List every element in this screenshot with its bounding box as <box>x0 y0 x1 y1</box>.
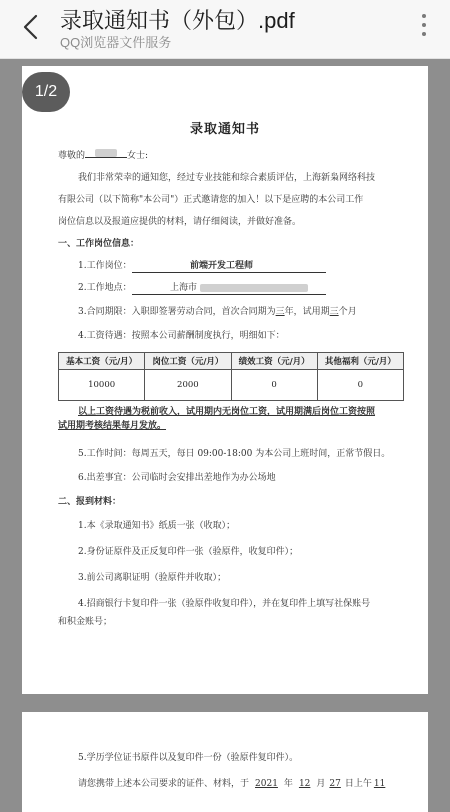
work-location-label: 2.工作地点： <box>78 283 132 293</box>
greeting: 尊敬的 女士: <box>58 148 148 162</box>
salary-note-line-1: 以上工资待遇为税前收入，试用期内无岗位工资，试用期满后岗位工资按照 <box>78 407 376 417</box>
page-indicator: 1/2 <box>22 72 70 112</box>
section-job-info: 一、工作岗位信息： <box>58 239 140 249</box>
position-salary-value: 2000 <box>145 370 231 401</box>
work-location-value: 上海市 <box>170 282 308 294</box>
material-4-line-1: 4.招商银行卡复印件一张（验原件收复印件），并在复印件上填写社保账号 <box>78 599 371 609</box>
work-location-underline <box>132 294 326 295</box>
section-materials: 二、报到材料： <box>58 497 122 507</box>
material-4-line-2: 和积金账号； <box>58 617 113 627</box>
material-3: 3.前公司离职证明（验原件并收取）； <box>78 573 227 583</box>
header-other-benefits: 其他福利（元/月） <box>317 353 403 370</box>
salary-table <box>58 352 404 401</box>
salary-intro: 4.工资待遇：按照本公司薪酬制度执行，明细如下： <box>78 331 285 341</box>
header-performance-salary: 绩效工资（元/月） <box>231 353 317 370</box>
job-position-value: 前端开发工程师 <box>190 261 254 271</box>
letter-title: 录取通知书 <box>189 122 260 137</box>
material-5: 5.学历学位证书原件以及复印件一份（验原件复印件）。 <box>78 753 299 763</box>
service-subtitle: QQ浏览器文件服务 <box>60 35 172 50</box>
material-2: 2.身份证原件及正反复印件一张（验原件，收复印件）； <box>78 547 299 557</box>
job-position-underline <box>132 272 326 273</box>
work-hours: 5.工作时间：每周五天，每日 09:00-18:00 为本公司上班时间，正常节假日。 <box>78 449 391 459</box>
redacted-name <box>95 149 117 157</box>
contract-term: 3.合同期限：入职即签署劳动合同，首次合同期为三年，试用期三个月 <box>78 307 357 317</box>
table-row <box>59 370 404 401</box>
job-position-label: 1.工作岗位： <box>78 261 132 271</box>
performance-salary-value: 0 <box>231 370 317 401</box>
more-options-icon[interactable] <box>412 14 436 40</box>
document-title: 录取通知书（外包）.pdf <box>60 8 295 33</box>
redacted-address <box>200 284 308 292</box>
base-salary-value: 10000 <box>59 370 145 401</box>
app-header <box>0 0 450 59</box>
material-1: 1.本《录取通知书》纸质一张（收取）； <box>78 521 236 531</box>
closing-instruction: 请您携带上述本公司要求的证件、材料，于 2021 年 12 月 27 日上午 11 <box>78 779 386 789</box>
intro-line-1: 我们非常荣幸的通知您，经过专业技能和综合素质评估，上海新枭网络科技 <box>78 173 376 183</box>
intro-line-2: 有限公司（以下简称"本公司"）正式邀请您的加入！以下是应聘的本公司工作 <box>58 195 364 205</box>
other-benefits-value: 0 <box>317 370 403 401</box>
header-position-salary: 岗位工资（元/月） <box>145 353 231 370</box>
header-base-salary: 基本工资（元/月） <box>59 353 145 370</box>
table-header-row <box>59 353 404 370</box>
back-arrow-icon[interactable] <box>14 10 48 44</box>
pdf-page-1 <box>22 66 428 694</box>
pdf-page-2 <box>22 712 428 812</box>
business-travel: 6.出差事宜：公司临时会安排出差地作为办公场地 <box>78 473 276 483</box>
salary-note-line-2: 试用期考核结果每月发放。 <box>58 421 167 431</box>
intro-line-3: 岗位信息以及报道应提供的材料，请仔细阅读，并做好准备。 <box>58 217 302 227</box>
